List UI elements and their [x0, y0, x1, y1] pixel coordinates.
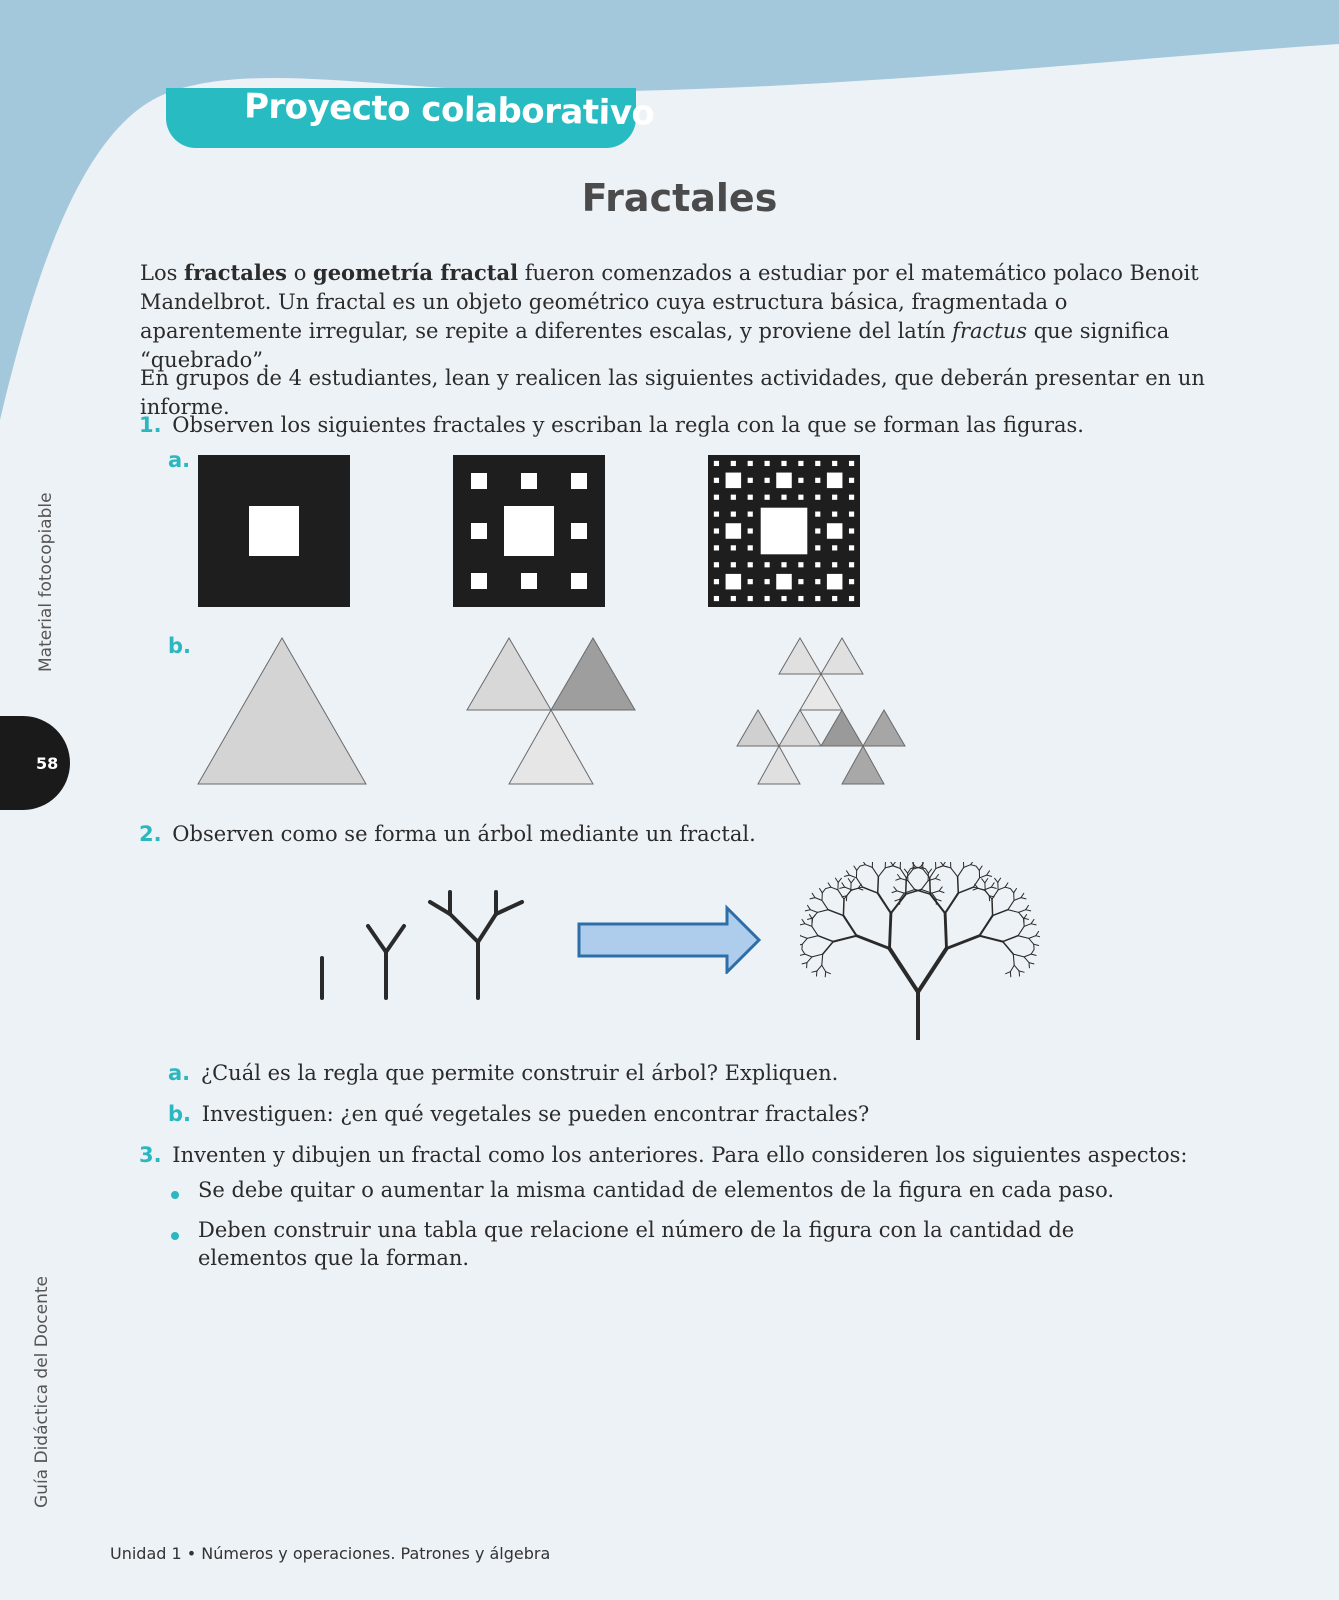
page-number-tab [0, 716, 70, 810]
question-2 [139, 820, 756, 848]
side-label-guide: Guía Didáctica del Docente [32, 1276, 52, 1508]
triangle-step-2 [465, 636, 637, 786]
question-2-text: Observen como se forma un árbol mediante un fractal. [172, 822, 756, 846]
page-title [0, 176, 1339, 220]
intro-paragraph [140, 258, 1210, 375]
intro-text-1: Los [140, 261, 185, 285]
intro-text-2: o [287, 261, 314, 285]
question-2-number: 2. [139, 822, 162, 846]
question-1b-label: b. [168, 634, 192, 658]
carpet-step-1 [198, 455, 350, 607]
page-title-text: Fractales [581, 176, 778, 220]
question-1-number: 1. [139, 413, 162, 437]
side-label-photocopiable: Material fotocopiable [36, 492, 56, 672]
bullet-2-text: Deben construir una tabla que relacione el número de la figura con la cantidad de elementos que la forman. [198, 1218, 1075, 1270]
question-2a-text: ¿Cuál es la regla que permite construir el árbol? Expliquen. [200, 1061, 839, 1085]
bullet-1-icon [171, 1184, 179, 1203]
question-2a-label: a. [168, 1061, 191, 1085]
triangle-step-3 [735, 636, 907, 786]
right-arrow-icon [575, 904, 765, 974]
question-2a [168, 1059, 838, 1087]
bullet-1-text: Se debe quitar o aumentar la misma cantidad de elementos de la figura en cada paso. [198, 1178, 1115, 1202]
tree-growth-steps [310, 880, 530, 1005]
bullet-2-icon [171, 1225, 179, 1244]
triangle-step-1 [196, 636, 368, 786]
carpet-step-2 [453, 455, 605, 607]
intro-text-4: que significa “quebrado”. [140, 319, 1170, 372]
question-1 [139, 411, 1084, 439]
question-2b-text: Investiguen: ¿en qué vegetales se pueden encontrar fractales? [201, 1102, 870, 1126]
instructions-paragraph: En grupos de 4 estudiantes, lean y realicen las siguientes actividades, que deberán presentar en un informe. [140, 366, 1205, 419]
question-3-number: 3. [139, 1143, 162, 1167]
intro-italic-fractus: fractus [952, 319, 1028, 343]
question-1a-label: a. [168, 448, 191, 472]
footer-unit: Unidad 1 • Números y operaciones. Patrones y álgebra [110, 1544, 551, 1563]
banner-title: Proyecto colaborativo [243, 86, 655, 134]
intro-bold-fractales: fractales [184, 260, 288, 285]
question-2b [168, 1100, 869, 1128]
question-2b-label: b. [168, 1102, 192, 1126]
page-number: 58 [36, 754, 59, 773]
question-3-text: Inventen y dibujen un fractal como los anteriores. Para ello consideren los siguientes aspectos: [172, 1143, 1188, 1167]
fractal-tree-figure [800, 862, 1040, 1042]
question-1-text: Observen los siguientes fractales y escriban la regla con la que se forman las figuras. [172, 413, 1084, 437]
intro-bold-geometria: geometría fractal [313, 260, 519, 285]
carpet-step-3 [708, 455, 860, 607]
intro-text-3: fueron comenzados a estudiar por el matemático polaco Benoit Mandelbrot. Un fractal es un objeto geométrico cuya estructura básica, fragmentada o aparentemente irregular, se repite a diferentes escalas, y proviene del latín [140, 261, 1199, 343]
question-3 [139, 1141, 1188, 1169]
